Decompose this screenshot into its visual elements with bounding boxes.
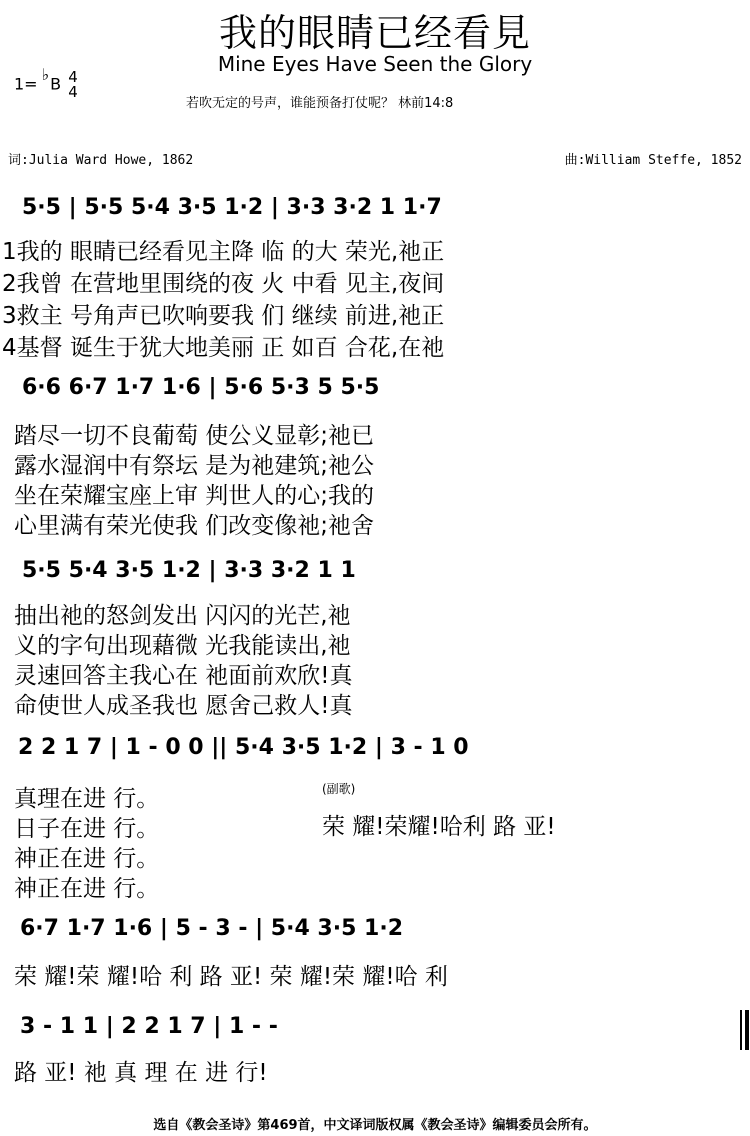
composer-credit: 曲:William Steffe, 1852 xyxy=(564,153,742,168)
notation-line-6: 3 - 1 1 | 2 2 1 7 | 1 - - xyxy=(20,1014,278,1039)
final-barline-thin xyxy=(740,1010,742,1050)
lyric-2-verse-1: 踏尽一切不良葡萄 使公义显彰;祂已 xyxy=(14,423,375,449)
notation-line-2: 6·6 6·7 1·7 1·6 | 5·6 5·3 5 5·5 xyxy=(22,375,380,400)
lyric-3-verse-2: 义的字句出现藉微 光我能读出,祂 xyxy=(14,633,351,659)
lyric-6: 路 亚! 祂 真 理 在 进 行! xyxy=(14,1060,268,1086)
lyric-2-verse-4: 心里满有荣光使我 们改变像祂;祂舍 xyxy=(14,513,375,539)
lyric-4-verse-2: 日子在进 行。 xyxy=(14,816,160,842)
key-prefix: 1= xyxy=(14,74,38,94)
lyric-2-verse-3: 坐在荣耀宝座上审 判世人的心;我的 xyxy=(14,483,375,509)
lyric-4-verse-3: 神正在进 行。 xyxy=(14,846,160,872)
time-bottom: 4 xyxy=(68,83,78,101)
final-barline-thick xyxy=(745,1010,749,1050)
time-signature xyxy=(68,70,78,100)
page-title: 我的眼睛已经看見 xyxy=(218,11,531,55)
copyright-footer: 选自《教会圣诗》第469首，中文译词版权属《教会圣诗》编辑委员会所有。 xyxy=(153,1118,597,1133)
lyric-1-verse-3: 3救主 号角声已吹响要我 们 继续 前进,祂正 xyxy=(2,303,445,329)
lyric-2-verse-2: 露水湿润中有祭坛 是为祂建筑;祂公 xyxy=(14,453,375,479)
lyric-4-verse-1: 真理在进 行。 xyxy=(14,786,160,812)
chorus-lyric-1: 荣 耀!荣耀!哈利 路 亚! xyxy=(322,814,556,840)
flat-sign: ♭ xyxy=(41,64,50,84)
lyric-5: 荣 耀!荣 耀!哈 利 路 亚! 荣 耀!荣 耀!哈 利 xyxy=(14,964,448,990)
lyricist-credit: 词:Julia Ward Howe, 1862 xyxy=(8,153,194,168)
lyric-1-verse-1: 1我的 眼睛已经看见主降 临 的大 荣光,祂正 xyxy=(2,239,445,265)
notation-line-4: 2 2 1 7 | 1 - 0 0 || 5·4 3·5 1·2 | 3 - 1 0 xyxy=(18,735,469,760)
notation-line-1: 5·5 | 5·5 5·4 3·5 1·2 | 3·3 3·2 1 1·7 xyxy=(22,195,442,220)
english-title: Mine Eyes Have Seen the Glory xyxy=(217,52,533,76)
key-signature xyxy=(14,64,78,101)
time-top: 4 xyxy=(68,68,78,86)
scripture-verse: 若吹无定的号声，谁能预备打仗呢？ 林前14:8 xyxy=(186,96,454,111)
key-note: B xyxy=(50,74,62,94)
notation-line-3: 5·5 5·4 3·5 1·2 | 3·3 3·2 1 1 xyxy=(22,558,356,583)
lyric-3-verse-1: 抽出祂的怒剑发出 闪闪的光芒,祂 xyxy=(14,603,351,629)
lyric-3-verse-4: 命使世人成圣我也 愿舍己救人!真 xyxy=(14,693,353,719)
lyric-3-verse-3: 灵速回答主我心在 祂面前欢欣!真 xyxy=(14,663,353,689)
notation-line-5: 6·7 1·7 1·6 | 5 - 3 - | 5·4 3·5 1·2 xyxy=(20,916,404,941)
lyric-4-verse-4: 神正在进 行。 xyxy=(14,876,160,902)
lyric-1-verse-4: 4基督 诞生于犹大地美丽 正 如百 合花,在祂 xyxy=(2,335,445,361)
chorus-label: (副歌) xyxy=(322,782,356,796)
lyric-1-verse-2: 2我曾 在营地里围绕的夜 火 中看 见主,夜间 xyxy=(2,271,445,297)
